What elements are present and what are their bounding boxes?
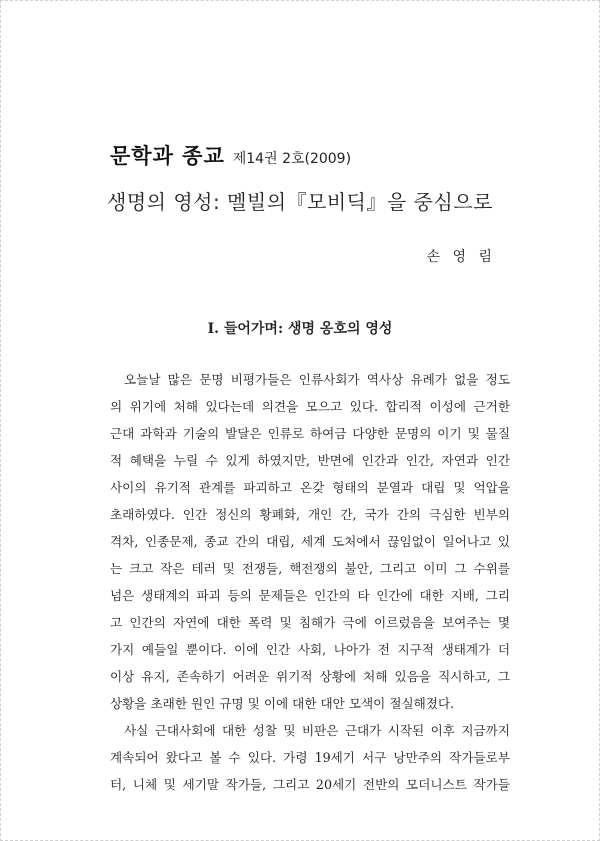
body-line: 상황을 초래한 원인 규명 및 이에 대한 대안 모색이 절실해졌다. — [110, 696, 455, 711]
body-line: 가지 예들일 뿐이다. 이에 인간 사회, 나아가 전 지구적 생태계가 더 — [110, 642, 510, 657]
body-line: 초래하였다. 인간 정신의 황폐화, 개인 간, 국가 간의 극심한 빈부의 — [110, 507, 510, 522]
journal-name: 문학과 종교 — [110, 144, 225, 168]
body-line: 근대 과학과 기술의 발달은 인류로 하여금 다양한 문명의 이기 및 물질 — [110, 426, 510, 441]
body-line: 의 위기에 처해 있다는데 의견을 모으고 있다. 합리적 이성에 근거한 — [110, 399, 510, 414]
body-line: 적 혜택을 누릴 수 있게 하였지만, 반면에 인간과 인간, 자연과 인간 — [110, 453, 510, 468]
journal-issue: 제14권 2호(2009) — [232, 151, 352, 167]
section-heading: I. 들어가며: 생명 옹호의 영성 — [207, 321, 393, 337]
body-line: 는 크고 작은 테러 및 전쟁들, 핵전쟁의 불안, 그리고 이미 그 수위를 — [110, 561, 510, 576]
body-line: 오늘날 많은 문명 비평가들은 인류사회가 역사상 유례가 없을 정도 — [124, 372, 510, 387]
paper-title: 생명의 영성: 멜빌의『모비딕』을 중심으로 — [107, 190, 493, 214]
body-line: 터, 니체 및 세기말 작가들, 그리고 20세기 전반의 모더니스트 작가들 — [110, 777, 510, 792]
body-line: 고 인간의 자연에 대한 폭력 및 침해가 극에 이르렀음을 보여주는 몇 — [110, 615, 510, 630]
body-line: 사이의 유기적 관계를 파괴하고 온갖 형태의 분열과 대립 및 억압을 — [110, 480, 510, 495]
journal-header — [110, 140, 351, 170]
body-text — [110, 366, 510, 798]
body-line: 격차, 인종문제, 종교 간의 대립, 세계 도처에서 끊임없이 일어나고 있 — [110, 534, 510, 549]
author-name: 손 영 림 — [426, 249, 496, 265]
body-line: 넘은 생태계의 파괴 등의 문제들은 인간의 타 인간에 대한 지배, 그리 — [110, 588, 510, 603]
body-line: 이상 유지, 존속하기 어려운 위기적 상황에 처해 있음을 직시하고, 그 — [110, 669, 510, 684]
body-line: 사실 근대사회에 대한 성찰 및 비판은 근대가 시작된 이후 지금까지 — [124, 723, 510, 738]
body-line: 계속되어 왔다고 볼 수 있다. 가령 19세기 서구 낭만주의 작가들로부 — [110, 750, 510, 765]
